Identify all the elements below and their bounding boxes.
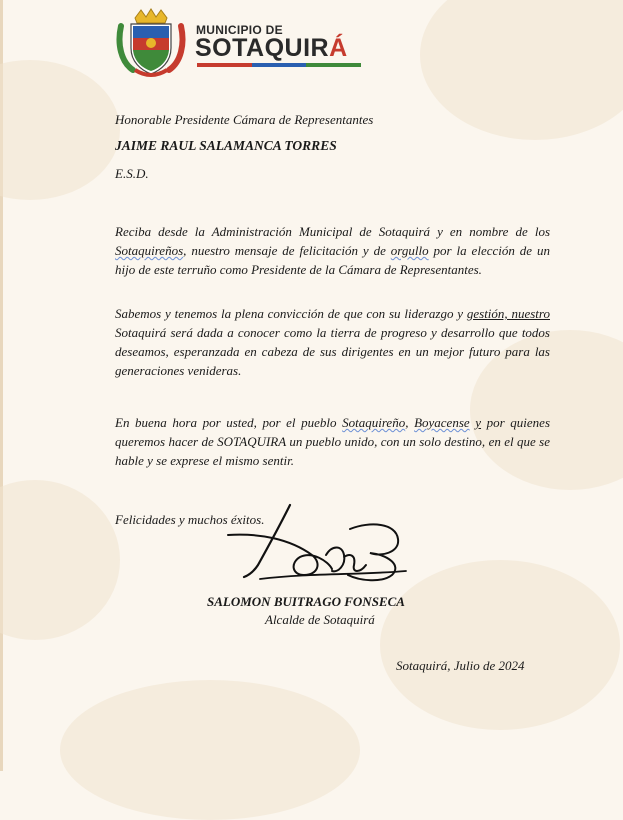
flag-green-stripe <box>306 63 361 67</box>
paragraph-1-highlight: orgullo <box>390 243 429 258</box>
esd-salutation: E.S.D. <box>115 166 149 181</box>
municipality-name-main: SOTAQUIR <box>195 34 330 62</box>
recipient-title: Honorable Presidente Cámara de Representantes <box>115 112 374 127</box>
signer-role: Alcalde de Sotaquirá <box>265 612 375 627</box>
paragraph-1-text: por la elección de un hijo de este terruño como Presidente de la Cámara de Representantes. <box>115 243 550 277</box>
background-blob <box>0 480 120 640</box>
flag-blue-stripe <box>252 63 307 67</box>
paragraph-2-text: Sabemos y tenemos la plena convicción de que con su liderazgo y <box>115 306 467 321</box>
letterhead-municipality-name <box>195 34 348 63</box>
handwritten-signature <box>220 495 420 590</box>
paragraph-2-underlined: gestión, nuestro <box>466 306 550 321</box>
paragraph-2 <box>115 304 550 380</box>
recipient-name: JAIME RAUL SALAMANCA TORRES <box>115 138 337 153</box>
coat-of-arms-icon <box>113 8 189 80</box>
signer-name: SALOMON BUITRAGO FONSECA <box>207 594 405 609</box>
background-blob <box>60 680 360 820</box>
paragraph-3-highlight: Sotaquireño <box>342 415 406 430</box>
paragraph-3-underlined: y <box>475 415 482 430</box>
place-and-date: Sotaquirá, Julio de 2024 <box>396 658 525 673</box>
background-blob <box>0 60 120 200</box>
paragraph-3-text: , <box>405 415 415 430</box>
paragraph-3-text: En buena hora por usted, por el pueblo <box>115 415 343 430</box>
municipality-name-accent: Á <box>329 34 348 62</box>
flag-color-bar <box>197 63 361 67</box>
paragraph-3-highlight: Boyacense <box>414 415 470 430</box>
paragraph-2-text: Sotaquirá será dada a conocer como la tierra de progreso y desarrollo que todos deseamos, esperanzada en cabeza de sus dirigentes en un mejor futuro para las generaciones venideras. <box>115 325 550 378</box>
paragraph-1-text: Reciba desde la Administración Municipal de Sotaquirá y en nombre de los <box>115 224 550 239</box>
flag-red-stripe <box>197 63 252 67</box>
paragraph-1-highlight: Sotaquireños <box>115 243 184 258</box>
paragraph-1-text: , nuestro mensaje de felicitación y de <box>183 243 391 258</box>
paragraph-3-text: por quienes queremos hacer de SOTAQUIRA un pueblo unido, con un solo destino, en el que se hable y se exprese el mismo sentir. <box>115 415 551 468</box>
paragraph-3 <box>115 413 550 470</box>
paragraph-1 <box>115 222 550 279</box>
background-blob <box>420 0 623 140</box>
letterhead-title: MUNICIPIO DE <box>196 23 283 37</box>
letterhead-logo <box>113 8 363 80</box>
closing-line: Felicidades y muchos éxitos. <box>115 512 265 527</box>
